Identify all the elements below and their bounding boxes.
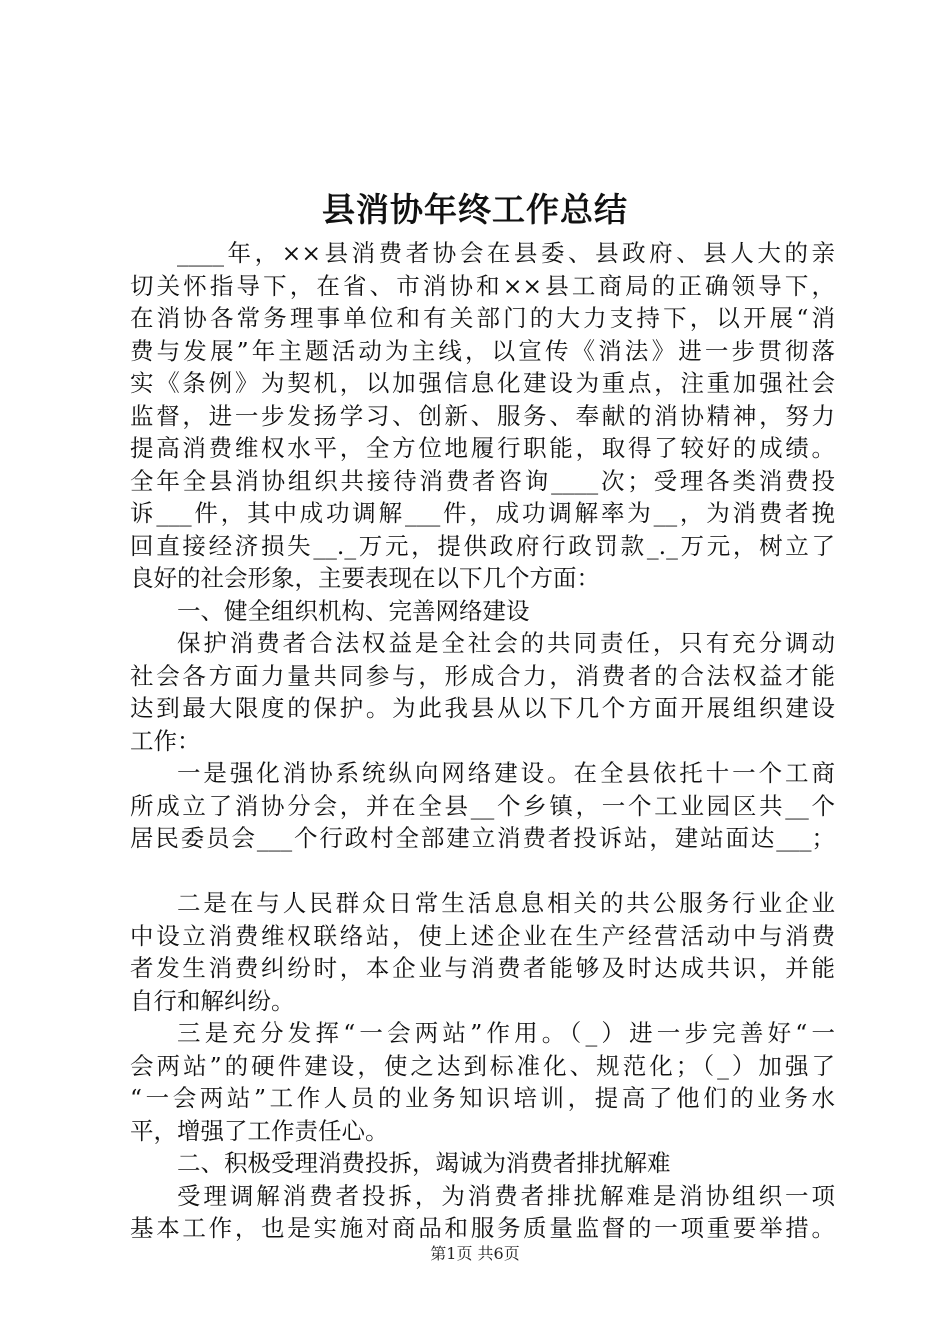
paragraph-line: ____年，××县消费者协会在县委、县政府、县人大的亲 [177, 239, 835, 267]
paragraph-line: 保护消费者合法权益是全社会的共同责任，只有充分调动 [177, 629, 835, 657]
paragraph-line: 自行和解纠纷。 [130, 986, 295, 1015]
paragraph-line: 在消协各常务理事单位和有关部门的大力支持下，以开展“消 [130, 304, 835, 332]
paragraph-line: 提高消费维权水平，全方位地履行职能，取得了较好的成绩。 [130, 434, 835, 462]
paragraph-line: 回直接经济损失__._万元，提供政府行政罚款_._万元，树立了 [130, 531, 835, 560]
paragraph-line: 三是充分发挥“一会两站”作用。（_）进一步完善好“一 [177, 1019, 835, 1047]
document-body [130, 237, 835, 1245]
paragraph-line: 中设立消费维权联络站，使上述企业在生产经营活动中与消费 [130, 921, 835, 950]
paragraph-line: 实《条例》为契机，以加强信息化建设为重点，注重加强社会 [130, 369, 835, 397]
paragraph-line: 监督，进一步发扬学习、创新、服务、奉献的消协精神，努力 [130, 401, 835, 430]
paragraph-line: 社会各方面力量共同参与，形成合力，消费者的合法权益才能 [130, 661, 835, 690]
paragraph-line: 受理调解消费者投拆，为消费者排扰解难是消协组织一项 [177, 1181, 835, 1210]
paragraph-line: 者发生消费纠纷时，本企业与消费者能够及时达成共识，并能 [130, 954, 835, 982]
paragraph-line: 居民委员会___个行政村全部建立消费者投诉站，建站面达___； [130, 824, 835, 852]
paragraph-line: 二是在与人民群众日常生活息息相关的共公服务行业企业 [177, 889, 835, 917]
blank-line [130, 855, 835, 888]
paragraph-line: “一会两站”工作人员的业务知识培训，提高了他们的业务水 [130, 1084, 835, 1112]
paragraph-line: 达到最大限度的保护。为此我县从以下几个方面开展组织建设 [130, 694, 835, 722]
document-title: 县消协年终工作总结 [322, 190, 628, 229]
paragraph-line: 所成立了消协分会，并在全县__个乡镇，一个工业园区共__个 [130, 791, 835, 820]
page-number: 第1页 共6页 [430, 1244, 520, 1263]
paragraph-line: 会两站”的硬件建设，使之达到标准化、规范化；（_）加强了 [130, 1051, 835, 1080]
section-heading: 一、健全组织机构、完善网络建设 [177, 596, 530, 625]
paragraph-line: 切关怀指导下，在省、市消协和××县工商局的正确领导下， [130, 271, 835, 300]
section-heading: 二、积极受理消费投拆，竭诚为消费者排扰解难 [177, 1149, 671, 1177]
paragraph-line: 良好的社会形象，主要表现在以下几个方面： [130, 564, 600, 592]
paragraph-line: 基本工作，也是实施对商品和服务质量监督的一项重要举措。 [130, 1214, 835, 1242]
paragraph-line: 平，增强了工作责任心。 [130, 1116, 389, 1145]
paragraph-line: 全年全县消协组织共接待消费者咨询____次；受理各类消费投 [130, 466, 835, 495]
paragraph-line: 一是强化消协系统纵向网络建设。在全县依托十一个工商 [177, 759, 835, 787]
paragraph-line: 工作： [130, 726, 201, 755]
paragraph-line: 诉___件，其中成功调解___件，成功调解率为__，为消费者挽 [130, 499, 835, 527]
paragraph-line: 费与发展”年主题活动为主线，以宣传《消法》进一步贯彻落 [130, 336, 835, 365]
